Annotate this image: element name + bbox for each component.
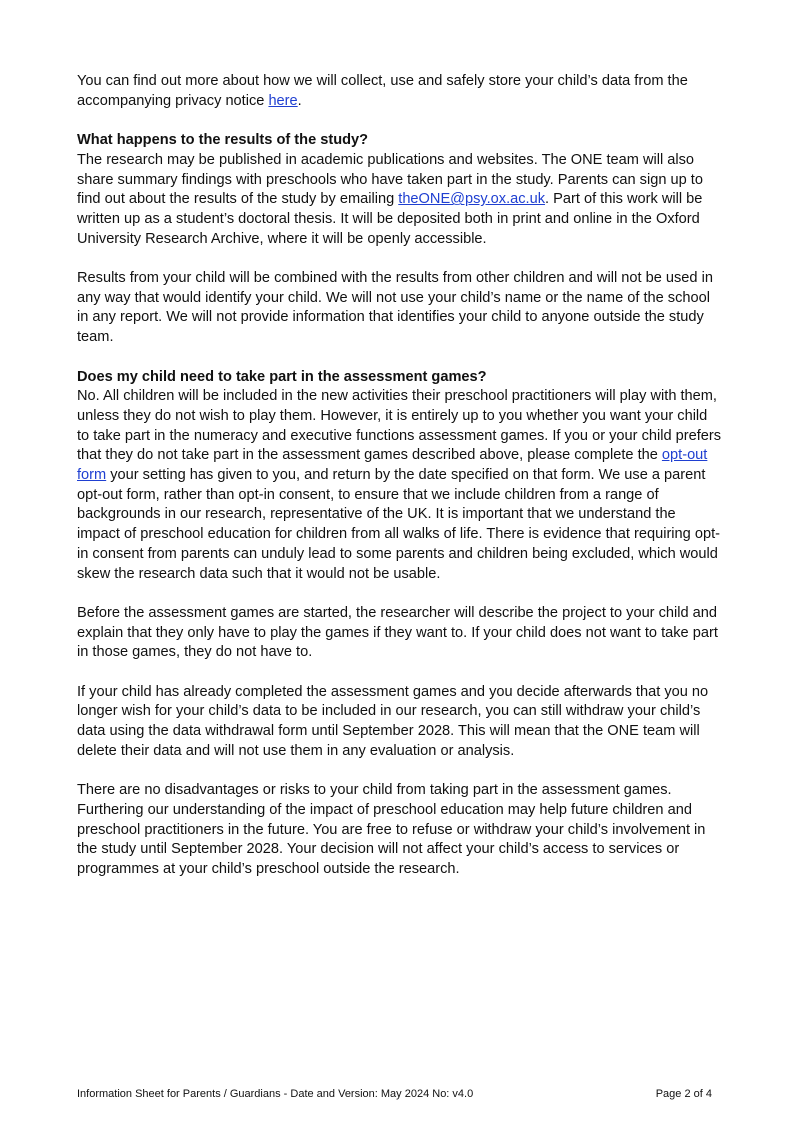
games-paragraph-4: There are no disadvantages or risks to your child from taking part in the assessment games. Furthering our understanding of the impact of preschool education may help future children and preschool practitioners in the future. You are free to refuse or withdraw your child’s involvement in the study until September 2028. Your decision will not affect your child’s access to services or programmes at your child’s preschool outside the research. (77, 782, 706, 878)
results-paragraph-2: Results from your child will be combined with the results from other children and will not be used in any way that would identify your child. We will not use your child’s name or the name of the school in any report. We will not provide information that identifies your child to anyone outside the study team. (77, 270, 713, 346)
games-heading: Does my child need to take part in the assessment games? (77, 368, 487, 385)
results-heading: What happens to the results of the study? (77, 132, 369, 149)
footer-document-info: Information Sheet for Parents / Guardians - Date and Version: May 2024 No: v4.0 (77, 1088, 474, 1100)
games-text-after: your setting has given to you, and return by the date specified on that form. We use a parent opt-out form, rather than opt-in consent, to ensure that we include children from a range of backgrounds in our research, representative of the UK. It is important that we understand the impact of preschool education for children from all walks of life. There is evidence that requiring opt-in consent from parents can unduly lead to some parents and children being excluded, which would skew the research data such that it would not be usable. (77, 467, 720, 582)
privacy-notice-link[interactable]: here (268, 92, 298, 109)
opt-out-form-link[interactable]: opt-out form (77, 447, 708, 484)
games-text-before: No. All children will be included in the new activities their preschool practitioners will play with them, unless they do not wish to play them. However, it is entirely up to you whether you want your child to take part in the numeracy and executive functions assessment games. If you or your child prefers that they do not take part in the assessment games described above, please complete the (77, 388, 722, 464)
games-paragraph-3: If your child has already completed the assessment games and you decide afterwards that you no longer wish for your child’s data to be included in our research, you can still withdraw your child’s data using the data withdrawal form until September 2028. This will mean that the ONE team will delete their data and will not use them in any evaluation or analysis. (77, 683, 709, 759)
document-page (77, 72, 722, 899)
results-paragraph-1 (77, 131, 722, 249)
results-text-after: . Part of this work will be written up as a student’s doctoral thesis. It will be deposited both in print and online in the Oxford University Research Archive, where it will be openly accessible. (77, 191, 703, 247)
email-link[interactable]: theONE@psy.ox.ac.uk (398, 191, 546, 208)
privacy-text-after: . (297, 92, 302, 109)
privacy-text-before: You can find out more about how we will collect, use and safely store your child’s data from the accompanying privacy notice (77, 73, 688, 109)
games-paragraph-2: Before the assessment games are started, the researcher will describe the project to your child and explain that they only have to play the games if they want to. If your child does not want to take part in those games, they do not have to. (77, 604, 718, 661)
results-text-before: The research may be published in academic publications and websites. The ONE team will also share summary findings with preschools who have taken part in the study. Parents can sign up to find out about the results of the study by emailing (77, 151, 703, 208)
games-paragraph-1 (77, 368, 722, 585)
privacy-paragraph (77, 72, 722, 111)
footer-page-number: Page 2 of 4 (655, 1088, 712, 1100)
page-footer (77, 1087, 712, 1101)
